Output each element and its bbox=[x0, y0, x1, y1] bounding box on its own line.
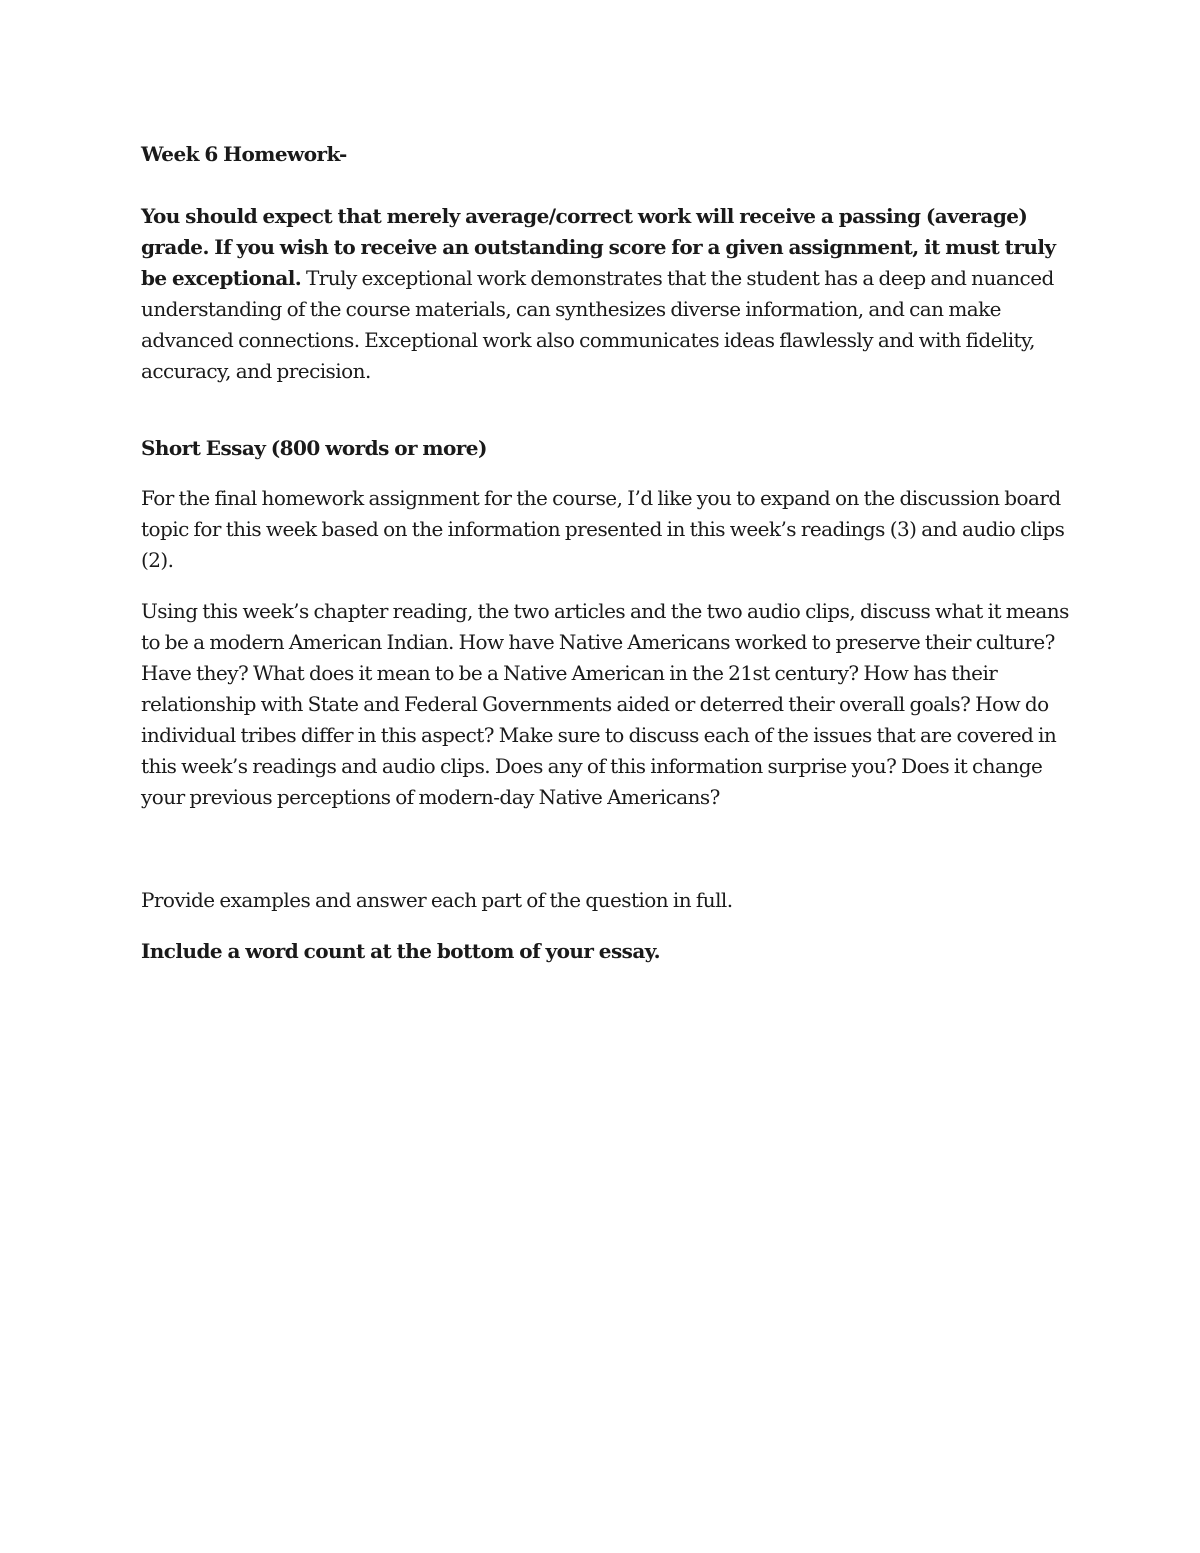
grading-expectations-detail: Truly exceptional work demonstrates that the student has a deep and nuanced understanding of the course materials, can synthesizes diverse information, and can make advanced connections. Exceptional work also communicates ideas flawlessly and with fidelity, accuracy, and precision. bbox=[141, 266, 1054, 383]
examples-instruction: Provide examples and answer each part of the question in full. bbox=[141, 888, 733, 912]
assignment-paragraph: For the final homework assignment for the course, I’d like you to expand on the discussion board topic for this week based on the information presented in this week’s readings (3) and audio clips (2). bbox=[141, 486, 1065, 572]
word-count-instruction: Include a word count at the bottom of your essay. bbox=[141, 939, 660, 963]
grading-expectations bbox=[141, 201, 1076, 387]
discussion-questions-paragraph: Using this week’s chapter reading, the two articles and the two audio clips, discuss what it means to be a modern American Indian. How have Native Americans worked to preserve their culture? Have they? What does it mean to be a Native American in the 21st century? How has their relationship with State and Federal Governments aided or deterred their overall goals? How do individual tribes differ in this aspect? Make sure to discuss each of the issues that are covered in this week’s readings and audio clips. Does any of this information surprise you? Does it change your previous perceptions of modern-day Native Americans? bbox=[141, 599, 1069, 809]
grading-expectations-bold: You should expect that merely average/correct work will receive a passing (average) grade. If you wish to receive an outstanding score for a given assignment, it must truly be exceptional. bbox=[141, 204, 1056, 290]
document-body bbox=[141, 139, 1076, 967]
document-title: Week 6 Homework- bbox=[141, 142, 347, 166]
essay-heading: Short Essay (800 words or more) bbox=[141, 436, 487, 460]
